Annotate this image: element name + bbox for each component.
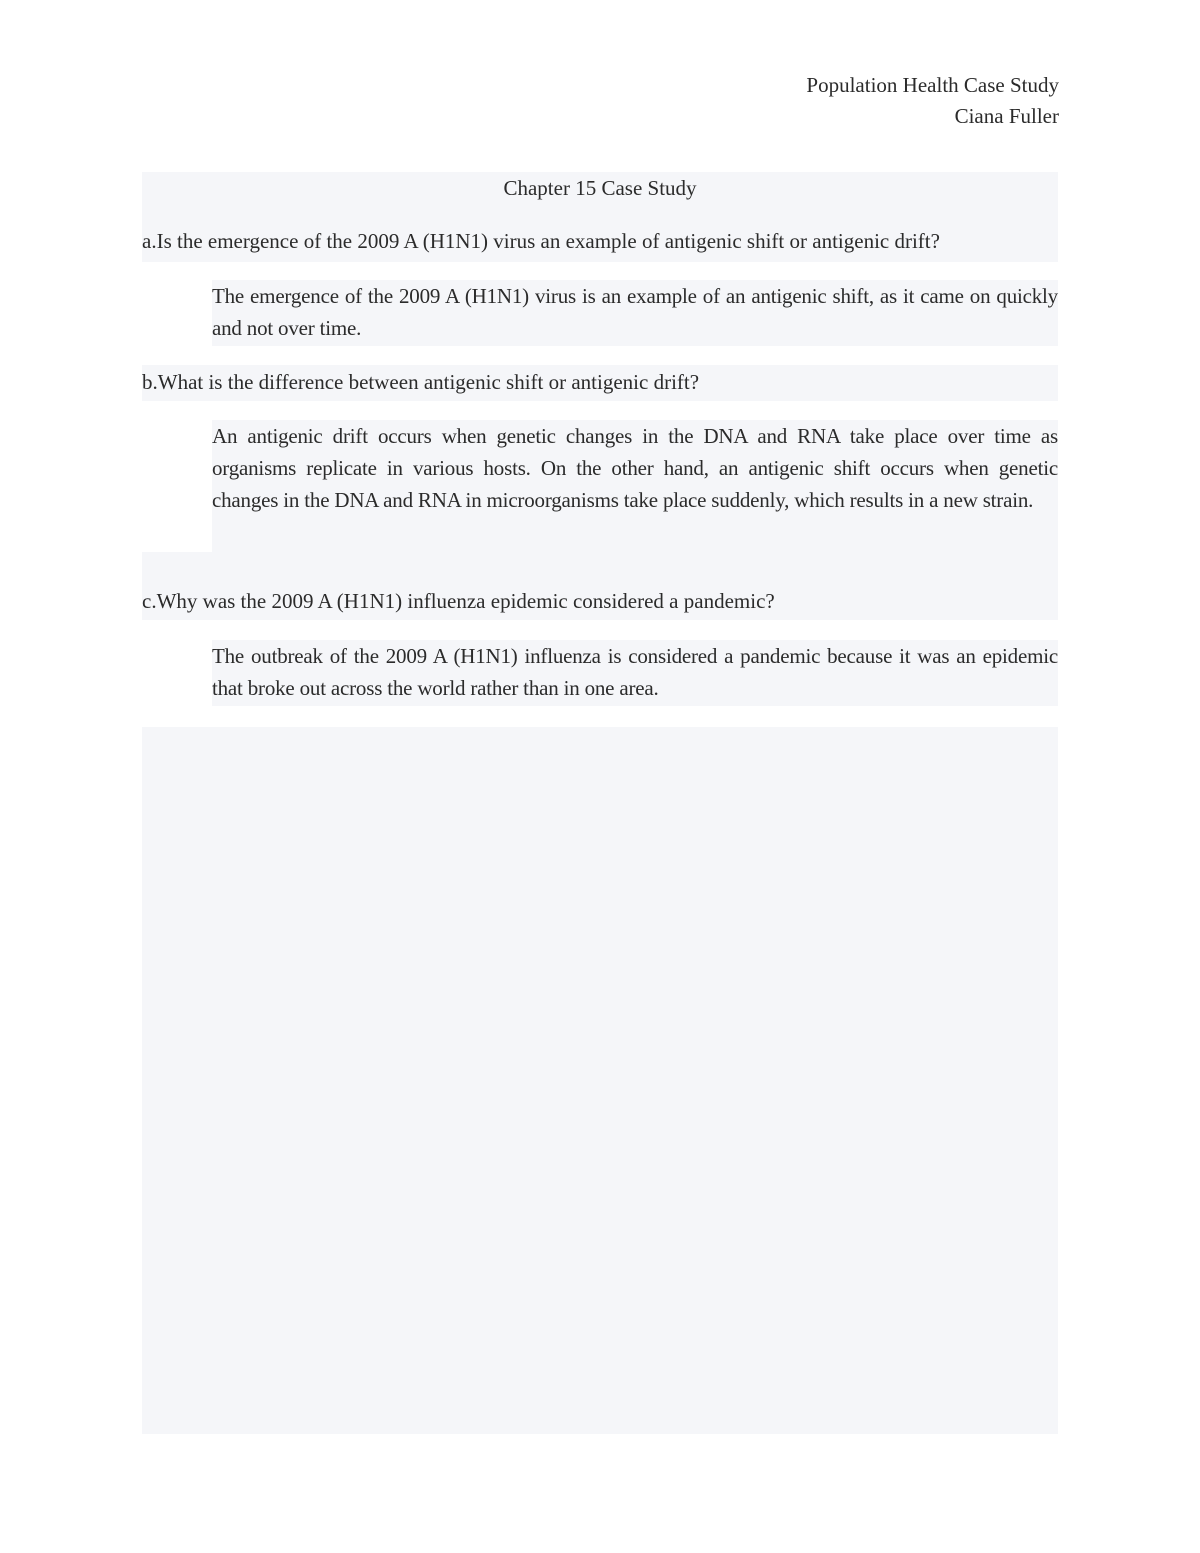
shaded-block-empty-area bbox=[142, 727, 1058, 1434]
question-marker: c. bbox=[142, 589, 157, 613]
question-a bbox=[142, 225, 1058, 257]
question-marker: a. bbox=[142, 229, 157, 253]
author-name: Ciana Fuller bbox=[954, 104, 1059, 128]
question-text: Is the emergence of the 2009 A (H1N1) virus an example of antigenic shift or antigenic drift? bbox=[156, 229, 940, 253]
question-text: Why was the 2009 A (H1N1) influenza epidemic considered a pandemic? bbox=[156, 589, 775, 613]
answer-c: The outbreak of the 2009 A (H1N1) influenza is considered a pandemic because it was an epidemic that broke out across the world rather than in one area. bbox=[212, 644, 1058, 700]
answer-b: An antigenic drift occurs when genetic changes in the DNA and RNA take place over time as organisms replicate in various hosts. On the other hand, an antigenic shift occurs when genetic changes in the DNA and RNA in microorganisms take place suddenly, which results in a new strain. bbox=[212, 424, 1058, 512]
question-text: What is the difference between antigenic shift or antigenic drift? bbox=[157, 370, 700, 394]
chapter-title: Chapter 15 Case Study bbox=[503, 176, 697, 200]
question-marker: b. bbox=[142, 370, 158, 394]
question-c bbox=[142, 585, 1058, 617]
document-header bbox=[806, 70, 1059, 132]
course-title: Population Health Case Study bbox=[806, 73, 1059, 97]
answer-a: The emergence of the 2009 A (H1N1) virus is an example of an antigenic shift, as it came on quickly and not over time. bbox=[212, 284, 1058, 340]
question-b bbox=[142, 366, 1058, 398]
